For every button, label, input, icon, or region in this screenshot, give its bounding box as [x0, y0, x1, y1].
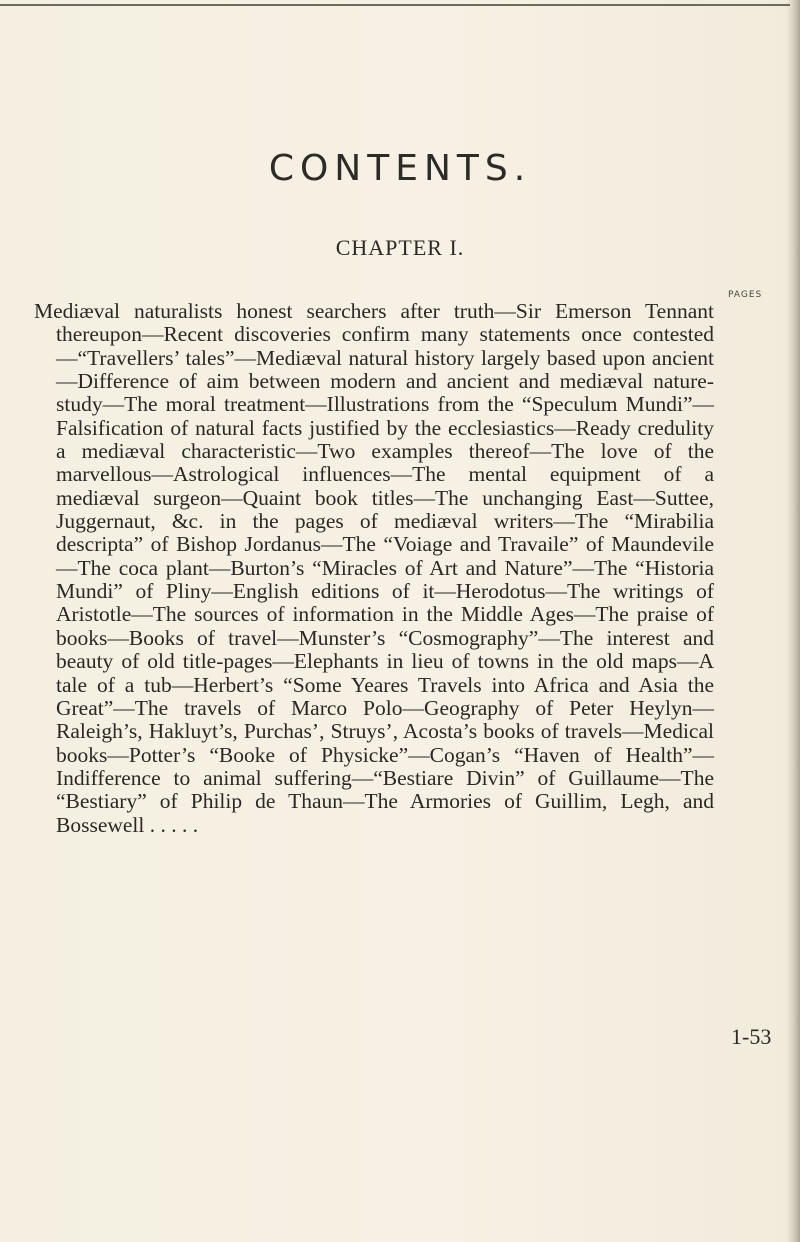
- page-edge-shadow: [786, 0, 800, 1242]
- top-rule: [0, 4, 790, 6]
- pages-column-label: PAGES: [728, 290, 763, 300]
- page-range: 1-53: [731, 1024, 772, 1049]
- chapter-summary-text: Mediæval naturalists honest searchers after truth—Sir Emerson Tennant thereupon—Recent discoveries confirm many statements once contested—“Travellers’ tales”—Mediæval natural history largely based upon ancient—Difference of aim between modern and ancient and mediæval nature-study—The moral treatment—Illustrations from the “Speculum Mundi”—Falsification of natural facts justified by the ecclesiastics—Ready credulity a mediæval characteristic—Two examples thereof—The love of the marvellous—Astrological influences—The mental equipment of a mediæval surgeon—Quaint book titles—The unchanging East—Suttee, Juggernaut, &c. in the pages of mediæval writers—The “Mirabilia descripta” of Bishop Jordanus—The “Voiage and Travaile” of Maundevile—The coca plant—Burton’s “Miracles of Art and Nature”—The “Historia Mundi” of Pliny—English editions of it—Herodotus—The writings of Aristotle—The sources of information in the Middle Ages—The praise of books—Books of travel—Munster’s “Cosmography”—The interest and beauty of old title-pages—Elephants in lieu of towns in the old maps—A tale of a tub—Herbert’s “Some Yeares Travels into Africa and Asia the Great”—The travels of Marco Polo—Geography of Peter Heylyn—Raleigh’s, Hakluyt’s, Purchas’, Struys’, Acosta’s books of travels—Medical books—Potter’s “Booke of Physicke”—Cogan’s “Haven of Health”—Indifference to animal suffering—“Bestiare Divin” of Guillaume—The “Bestiary” of Philip de Thaun—The Armories of Guillim, Legh, and Bossewell . . . . .: [34, 299, 714, 837]
- chapter-summary: [34, 300, 714, 837]
- contents-title: CONTENTS.: [268, 148, 532, 189]
- chapter-heading: CHAPTER I.: [335, 235, 465, 260]
